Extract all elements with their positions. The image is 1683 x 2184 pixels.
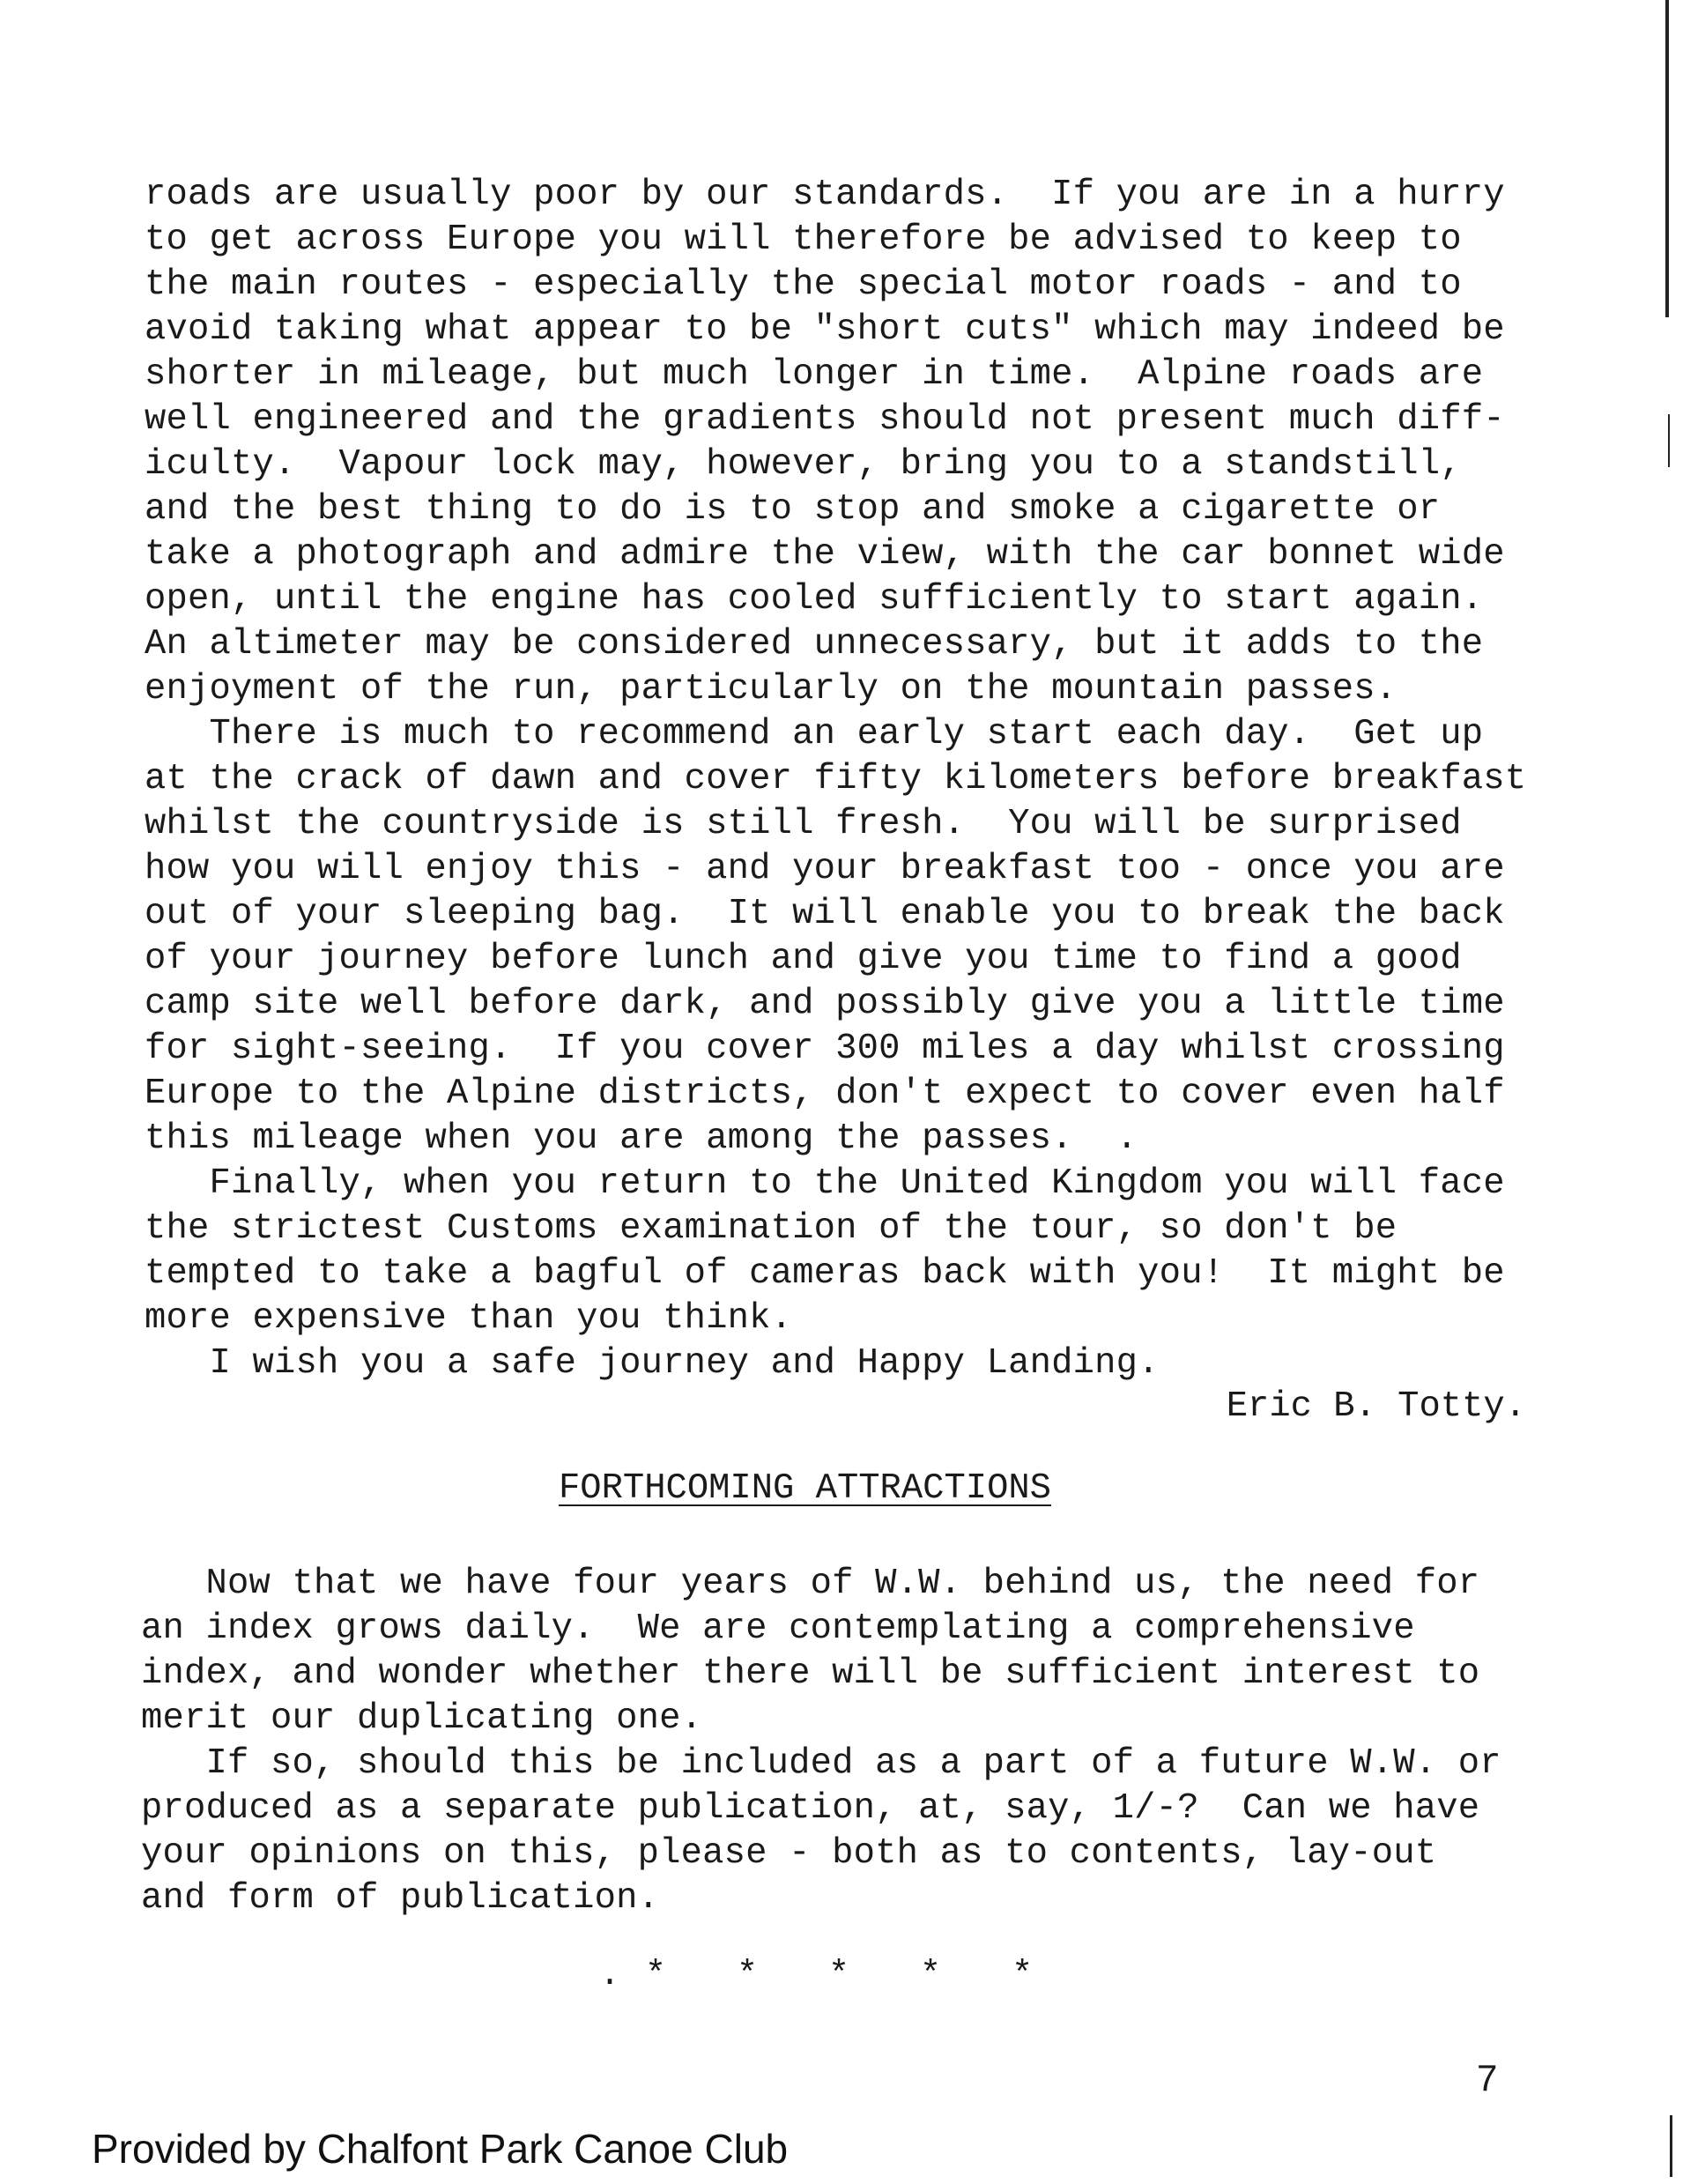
text-line: merit our duplicating one.	[141, 1698, 703, 1739]
text-line: open, until the engine has cooled sufficiently to start again.	[145, 579, 1484, 620]
text-line: There is much to recommend an early start each day. Get up	[145, 714, 1484, 754]
section-heading: FORTHCOMING ATTRACTIONS	[559, 1468, 1051, 1509]
text-line: enjoyment of the run, particularly on the mountain passes.	[145, 669, 1398, 709]
text-line: take a photograph and admire the view, with the car bonnet wide	[145, 534, 1505, 575]
section-separator: . * * * * *	[599, 1956, 1035, 1995]
text-line: the strictest Customs examination of the tour, so don't be	[145, 1208, 1398, 1249]
page-number: 7	[1477, 2057, 1498, 2099]
text-line: index, and wonder whether there will be sufficient interest to	[141, 1653, 1480, 1694]
text-line: this mileage when you are among the passes. .	[145, 1118, 1138, 1159]
text-line: how you will enjoy this - and your breakfast too - once you are	[145, 849, 1505, 889]
text-line: Europe to the Alpine districts, don't expect to cover even half	[145, 1073, 1505, 1114]
text-line: produced as a separate publication, at, say, 1/-? Can we have	[141, 1788, 1480, 1829]
text-line: an index grows daily. We are contemplating a comprehensive	[141, 1608, 1415, 1649]
text-line: If so, should this be included as a part of a future W.W. or	[141, 1743, 1501, 1784]
scan-edge-mark	[1665, 0, 1669, 317]
text-line: at the crack of dawn and cover fifty kilometers before breakfast	[145, 759, 1527, 799]
text-line: for sight-seeing. If you cover 300 miles a day whilst crossing	[145, 1029, 1505, 1069]
provenance-caption: Provided by Chalfont Park Canoe Club	[92, 2126, 789, 2172]
text-line: your opinions on this, please - both as to contents, lay-out	[141, 1833, 1437, 1874]
text-line: to get across Europe you will therefore be advised to keep to	[145, 219, 1462, 260]
text-line: An altimeter may be considered unnecessary, but it adds to the	[145, 624, 1484, 665]
text-line: out of your sleeping bag. It will enable you to break the back	[145, 894, 1505, 934]
text-line: Finally, when you return to the United Kingdom you will face	[145, 1163, 1505, 1204]
scan-edge-mark	[1668, 414, 1670, 467]
text-line: Now that we have four years of W.W. behind us, the need for	[141, 1564, 1480, 1604]
text-line: whilst the countryside is still fresh. You will be surprised	[145, 804, 1462, 844]
text-line: and form of publication.	[141, 1878, 660, 1919]
text-line: iculty. Vapour lock may, however, bring you to a standstill,	[145, 444, 1462, 485]
text-line: shorter in mileage, but much longer in time. Alpine roads are	[145, 354, 1484, 395]
closing-line: I wish you a safe journey and Happy Landing.	[145, 1343, 1160, 1384]
text-line: camp site well before dark, and possibly give you a little time	[145, 984, 1505, 1024]
author-signature: Eric B. Totty.	[1226, 1386, 1526, 1427]
text-line: more expensive than you think.	[145, 1298, 793, 1339]
text-line: roads are usually poor by our standards. If you are in a hurry	[145, 175, 1505, 215]
text-line: avoid taking what appear to be "short cuts" which may indeed be	[145, 309, 1505, 350]
text-line: and the best thing to do is to stop and smoke a cigarette or	[145, 489, 1441, 530]
text-line: well engineered and the gradients should not present much diff-	[145, 399, 1505, 440]
text-line: the main routes - especially the special motor roads - and to	[145, 264, 1462, 305]
text-line: tempted to take a bagful of cameras back with you! It might be	[145, 1253, 1505, 1294]
text-line: of your journey before lunch and give you time to find a good	[145, 939, 1462, 979]
scan-edge-mark	[1670, 2115, 1672, 2177]
